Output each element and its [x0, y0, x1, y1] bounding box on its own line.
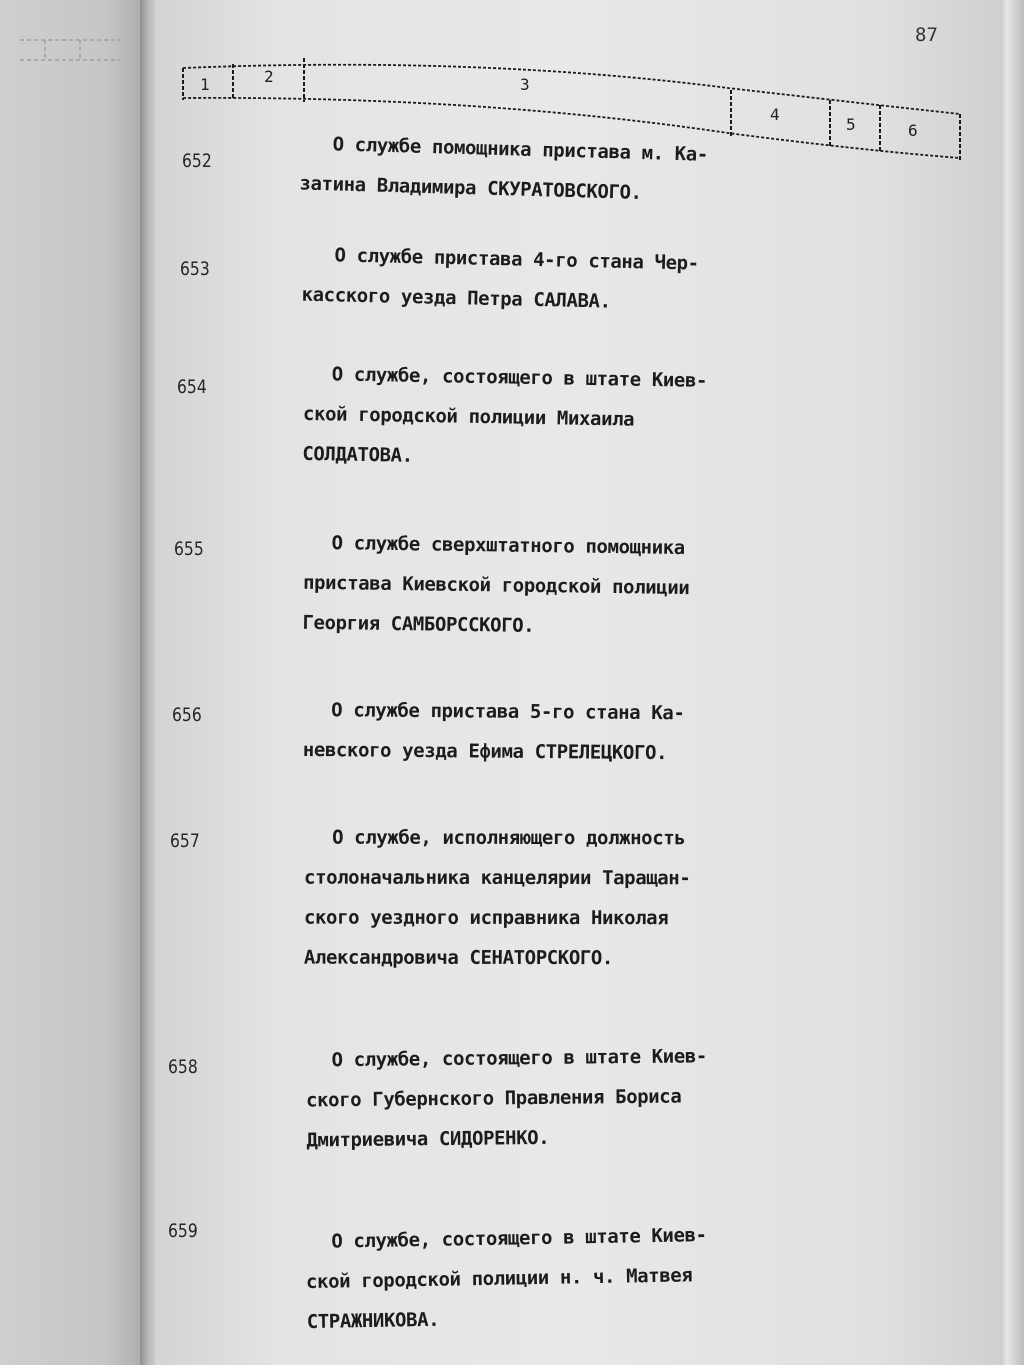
left-page-edge: [0, 0, 150, 1365]
column-label-3: 3: [520, 75, 530, 94]
entry-text: [302, 354, 774, 482]
entry-text: [305, 1214, 777, 1342]
entry-text: [305, 1036, 776, 1161]
column-label-4: 4: [770, 105, 780, 124]
entry-number: 658: [168, 1056, 198, 1078]
entry-number: 659: [168, 1220, 198, 1242]
entry-number: 652: [182, 150, 212, 172]
entry-number: 655: [174, 538, 204, 560]
entry-line: ской городской полиции Михаила: [302, 402, 635, 431]
entry-line: О службе пристава 4-го стана Чер-: [334, 244, 699, 275]
entry-number: 654: [177, 376, 207, 398]
column-label-1: 1: [200, 75, 210, 94]
entry-text: [303, 690, 774, 774]
entry-line: О службе, состоящего в штате Киев-: [331, 363, 708, 392]
column-label-5: 5: [846, 115, 856, 134]
entry-line: О службе пристава 5-го стана Ка-: [331, 699, 685, 725]
entry-text: [304, 818, 774, 979]
entry-line: О службе, состоящего в штате Киев-: [331, 1045, 708, 1072]
entry-line: Александровича СЕНАТОРСКОГО.: [303, 946, 614, 970]
entry-text: [301, 235, 773, 326]
page-edge-stack: [1000, 0, 1024, 1365]
entry-number: 657: [170, 830, 200, 852]
entry-line: О службе сверхштатного помощника: [331, 532, 685, 560]
entry-line: ского Губернского Правления Бориса: [305, 1085, 682, 1112]
entry-line: Дмитриевича СИДОРЕНКО.: [306, 1126, 550, 1152]
entry-line: касского уезда Петра САЛАВА.: [301, 283, 611, 313]
entry-line: затина Владимира СКУРАТОВСКОГО.: [299, 172, 642, 204]
entry-line: СОЛДАТОВА.: [302, 442, 413, 467]
column-label-6: 6: [908, 121, 918, 140]
entry-line: ской городской полиции н. ч. Матвея: [305, 1264, 693, 1294]
entry-line: О службе помощника пристава м. Ка-: [332, 133, 709, 166]
entry-line: невского уезда Ефима СТРЕЛЕЦКОГО.: [302, 738, 668, 765]
entry-line: столоначальника канцелярии Таращан-: [304, 866, 691, 890]
left-page-header-fragment: [0, 10, 140, 70]
entry-text: [299, 123, 771, 216]
entry-line: ского уездного исправника Николая: [303, 906, 669, 930]
entry-line: Георгия САМБОРССКОГО.: [302, 611, 535, 637]
entry-line: СТРАЖНИКОВА.: [306, 1308, 440, 1334]
entry-number: 653: [180, 258, 210, 280]
entry-line: пристава Киевской городской полиции: [302, 571, 690, 600]
entry-text: [302, 523, 774, 650]
column-label-2: 2: [264, 67, 274, 86]
entry-line: О службе, состоящего в штате Киев-: [331, 1224, 707, 1253]
entry-line: О службе, исполняющего должность: [332, 826, 686, 850]
entry-number: 656: [172, 704, 202, 726]
page-number: 87: [915, 24, 938, 46]
